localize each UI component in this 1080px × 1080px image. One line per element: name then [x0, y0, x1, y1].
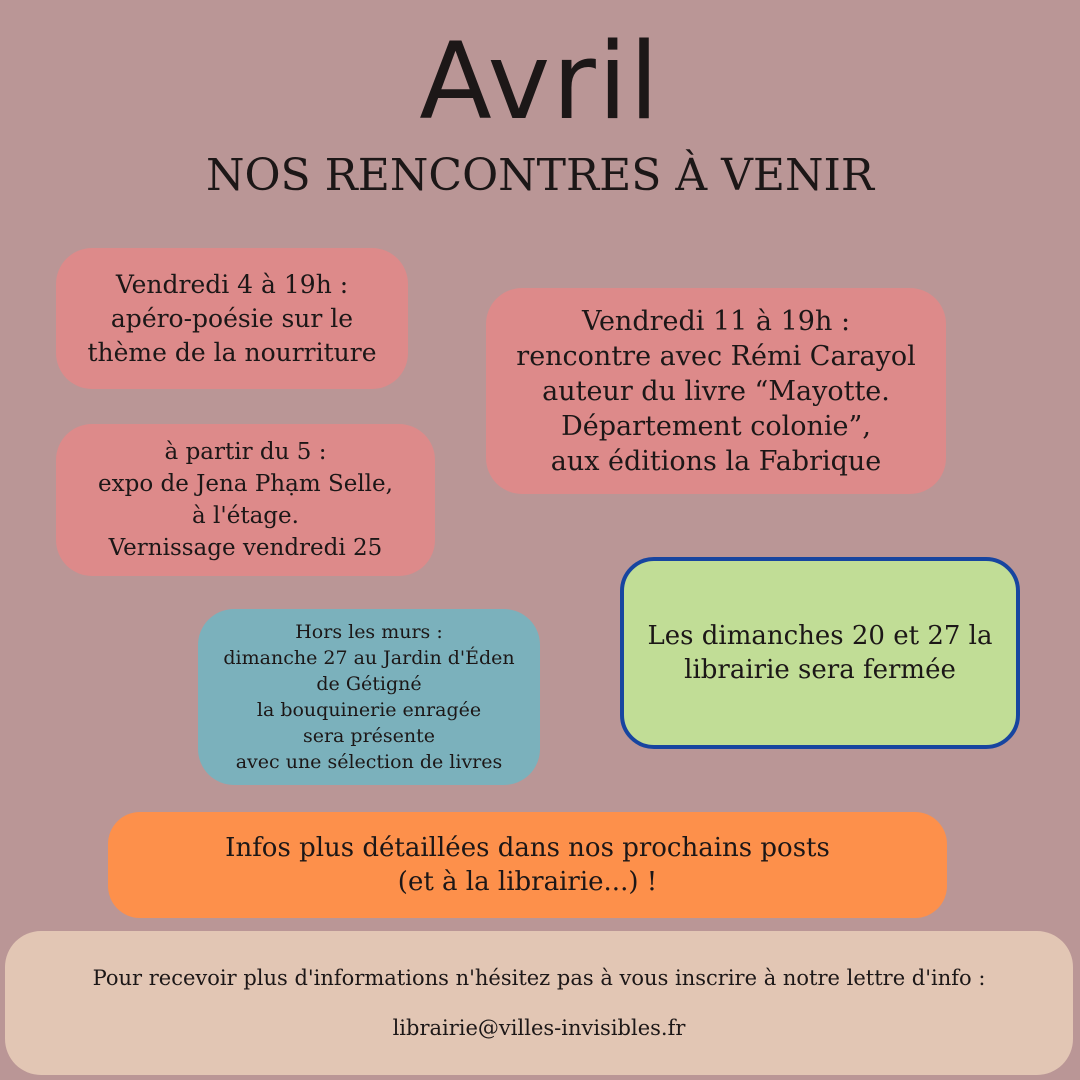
event-line: rencontre avec Rémi Carayol: [516, 340, 916, 372]
event-line: Vendredi 11 à 19h :: [581, 305, 851, 337]
newsletter-footer: [5, 931, 1073, 1075]
event-line: dimanche 27 au Jardin d'Éden: [223, 647, 515, 669]
newsletter-text: Pour recevoir plus d'informations n'hésitez pas à vous inscrire à notre lettre d'info :: [92, 966, 986, 990]
event-line: de Gétigné: [316, 673, 422, 695]
event-line: Département colonie”,: [561, 410, 871, 442]
event-line: thème de la nourriture: [87, 337, 377, 367]
page-subtitle: NOS RENCONTRES À VENIR: [205, 150, 875, 201]
notice-line: librairie sera fermée: [684, 655, 956, 685]
event-card-vendredi-11: [486, 288, 946, 494]
event-card-hors-les-murs: [198, 609, 540, 785]
event-line: apéro-poésie sur le: [110, 303, 354, 333]
event-line: la bouquinerie enragée: [256, 699, 482, 721]
event-card-vendredi-4: [56, 248, 408, 389]
infos-banner: [108, 812, 947, 918]
notice-line: Les dimanches 20 et 27 la: [647, 621, 993, 651]
infos-line: (et à la librairie...) !: [397, 867, 658, 897]
event-line: Hors les murs :: [295, 621, 443, 643]
event-line: aux éditions la Fabrique: [550, 445, 882, 477]
closure-notice-card: [620, 557, 1020, 749]
event-line: avec une sélection de livres: [235, 751, 503, 773]
event-line: sera présente: [302, 725, 436, 747]
event-card-expo: [56, 424, 435, 576]
event-line: à l'étage.: [192, 503, 299, 529]
event-line: expo de Jena Phạm Selle,: [98, 471, 393, 497]
event-line: à partir du 5 :: [164, 439, 327, 465]
page-title: Avril: [419, 20, 661, 143]
newsletter-email[interactable]: librairie@villes-invisibles.fr: [392, 1016, 686, 1040]
infos-line: Infos plus détaillées dans nos prochains posts: [225, 833, 830, 863]
event-line: Vendredi 4 à 19h :: [115, 269, 349, 299]
event-line: Vernissage vendredi 25: [108, 535, 383, 561]
event-line: auteur du livre “Mayotte.: [542, 375, 890, 407]
